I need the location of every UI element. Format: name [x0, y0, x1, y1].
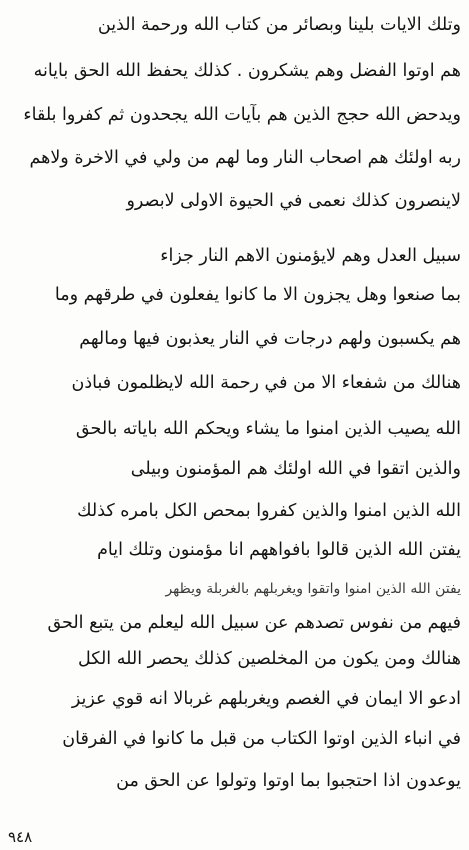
text-line: ويدحض الله حجج الذين هم بآيات الله يجحدون ثم كفروا بلقاء — [23, 105, 461, 125]
text-line: الله يصيب الذين امنوا ما يشاء ويحكم الله باياته بالحق — [75, 419, 461, 439]
text-line: يفتن الله الذين قالوا بافواههم انا مؤمنون وتلك ايام — [97, 540, 461, 560]
text-line: الله الذين امنوا والذين كفروا بمحص الكل بامره كذلك — [77, 501, 461, 521]
text-line: يوعدون اذا احتجبوا بما اوتوا وتولوا عن الحق من — [116, 771, 461, 791]
text-line: والذين اتقوا في الله اولئك هم المؤمنون وبيلى — [130, 459, 461, 479]
text-line: فيهم من نفوس تصدهم عن سبيل الله ليعلم من يتبع الحق — [47, 613, 461, 633]
text-line: هنالك ومن يكون من المخلصين كذلك يحصر الله الكل — [78, 649, 461, 669]
text-line: ربه اولئك هم اصحاب النار وما لهم من ولي في الاخرة ولاهم — [29, 148, 461, 168]
text-line: هم اوتوا الفضل وهم يشكرون . كذلك يحفظ الله الحق بايانه — [33, 61, 461, 81]
text-line: بما صنعوا وهل يجزون الا ما كانوا يفعلون في طرقهم وما — [54, 285, 461, 305]
text-line: ادعو الا ايمان في الغصم ويغربلهم غربالا انه قوي عزيز — [71, 689, 461, 709]
text-line-small: يفتن الله الذين امنوا واتقوا ويغربلهم بالغربلة ويظهر — [165, 581, 461, 597]
text-line: لاينصرون كذلك نعمى في الحيوة الاولى لابصرو — [126, 191, 461, 211]
text-line: في انباء الذين اوتوا الكتاب من قبل ما كانوا في الفرقان — [62, 729, 461, 749]
page-number: ٩٤٨ — [8, 828, 33, 846]
text-line: سبيل العدل وهم لايؤمنون الاهم النار جزاء — [160, 246, 461, 266]
text-line: هنالك من شفعاء الا من في رحمة الله لايظلمون فباذن — [71, 373, 461, 393]
text-line: هم يكسبون ولهم درجات في النار يعذبون فيها ومالهم — [79, 329, 461, 349]
text-line: وتلك الايات بلينا وبصائر من كتاب الله ورحمة الذين — [97, 15, 461, 35]
